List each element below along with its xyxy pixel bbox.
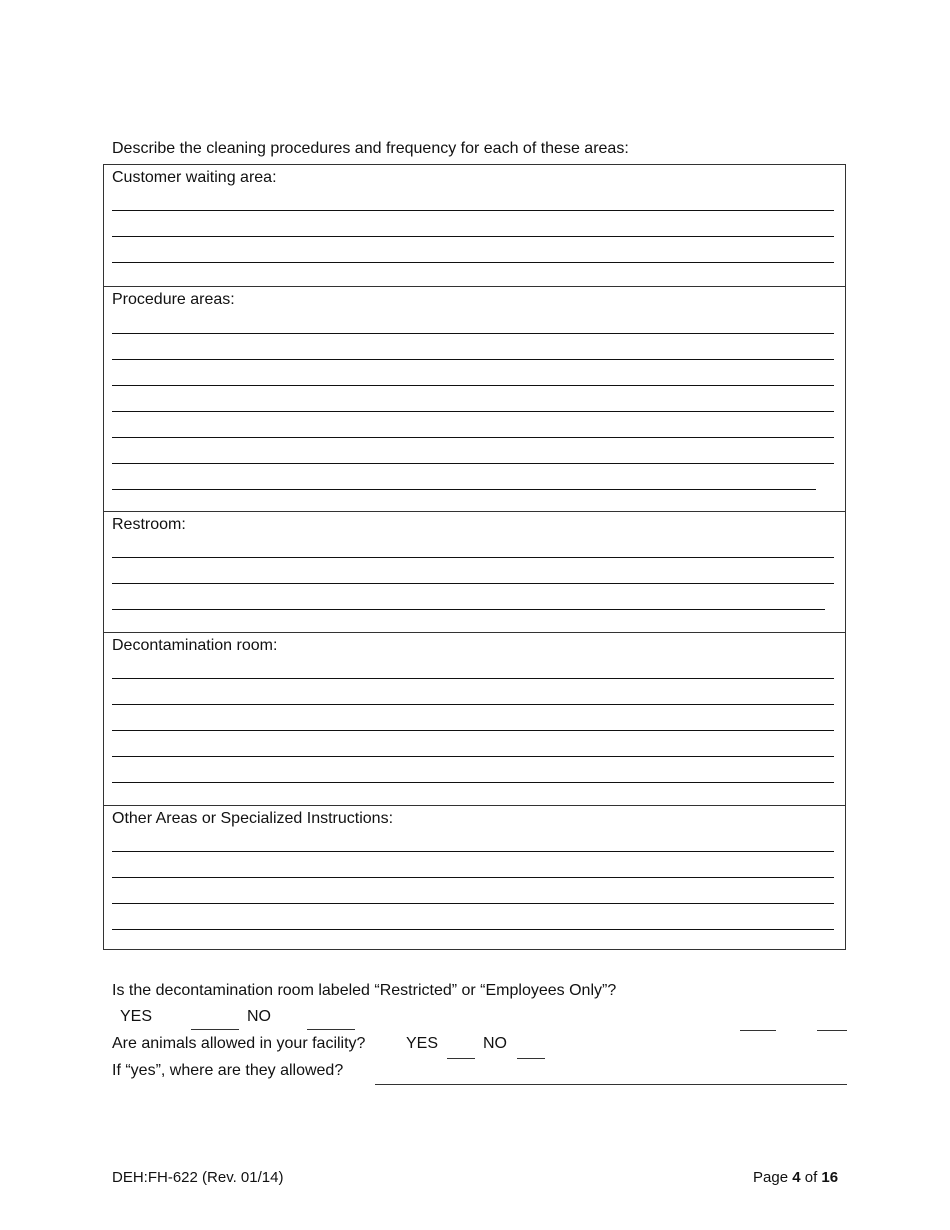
decon-yes-label: YES xyxy=(120,1008,153,1025)
answer-line[interactable] xyxy=(112,609,825,610)
answer-line[interactable] xyxy=(112,385,834,386)
decon-no-blank[interactable] xyxy=(307,1029,355,1030)
answer-line[interactable] xyxy=(112,903,834,904)
answer-line[interactable] xyxy=(112,557,834,558)
answer-line[interactable] xyxy=(112,210,834,211)
animals-yes-blank[interactable] xyxy=(447,1058,475,1059)
answer-line[interactable] xyxy=(112,437,834,438)
animals-location-blank[interactable] xyxy=(375,1084,847,1085)
answer-line[interactable] xyxy=(112,851,834,852)
form-id: DEH:FH-622 (Rev. 01/14) xyxy=(112,1169,284,1186)
section-procedure-areas xyxy=(104,286,845,511)
section-other-areas xyxy=(104,805,845,949)
animals-yes-label: YES xyxy=(406,1035,439,1052)
section-customer-waiting-area xyxy=(104,165,845,286)
extra-blank[interactable] xyxy=(740,1030,776,1031)
answer-line[interactable] xyxy=(112,678,834,679)
page-current: 4 xyxy=(792,1169,801,1186)
answer-line[interactable] xyxy=(112,333,834,334)
extra-blank[interactable] xyxy=(817,1030,847,1031)
answer-line[interactable] xyxy=(112,583,834,584)
section-label: Decontamination room: xyxy=(112,637,278,654)
page-number xyxy=(753,1169,838,1187)
animals-location-question: If “yes”, where are they allowed? xyxy=(112,1062,344,1079)
animals-no-blank[interactable] xyxy=(517,1058,545,1059)
animals-no-label: NO xyxy=(483,1035,507,1052)
section-label: Procedure areas: xyxy=(112,291,235,308)
page-prefix: Page xyxy=(753,1169,789,1186)
answer-line[interactable] xyxy=(112,359,834,360)
answer-line[interactable] xyxy=(112,877,834,878)
answer-line[interactable] xyxy=(112,704,834,705)
section-label: Restroom: xyxy=(112,516,186,533)
section-label: Customer waiting area: xyxy=(112,169,277,186)
section-label: Other Areas or Specialized Instructions: xyxy=(112,810,394,827)
answer-line[interactable] xyxy=(112,756,834,757)
instructions-text: Describe the cleaning procedures and frequency for each of these areas: xyxy=(112,140,629,157)
page-of: of xyxy=(804,1169,818,1186)
decon-no-label: NO xyxy=(247,1008,271,1025)
answer-line[interactable] xyxy=(112,929,834,930)
answer-line[interactable] xyxy=(112,489,816,490)
section-restroom xyxy=(104,511,845,632)
animals-question: Are animals allowed in your facility? xyxy=(112,1035,366,1052)
answer-line[interactable] xyxy=(112,411,834,412)
decon-yes-blank[interactable] xyxy=(191,1029,239,1030)
answer-line[interactable] xyxy=(112,730,834,731)
cleaning-procedures-form xyxy=(103,164,846,950)
answer-line[interactable] xyxy=(112,463,834,464)
section-decontamination-room xyxy=(104,632,845,805)
answer-line[interactable] xyxy=(112,782,834,783)
answer-line[interactable] xyxy=(112,236,834,237)
decon-label-question: Is the decontamination room labeled “Restricted” or “Employees Only”? xyxy=(112,982,617,999)
answer-line[interactable] xyxy=(112,262,834,263)
page-total: 16 xyxy=(821,1169,839,1186)
